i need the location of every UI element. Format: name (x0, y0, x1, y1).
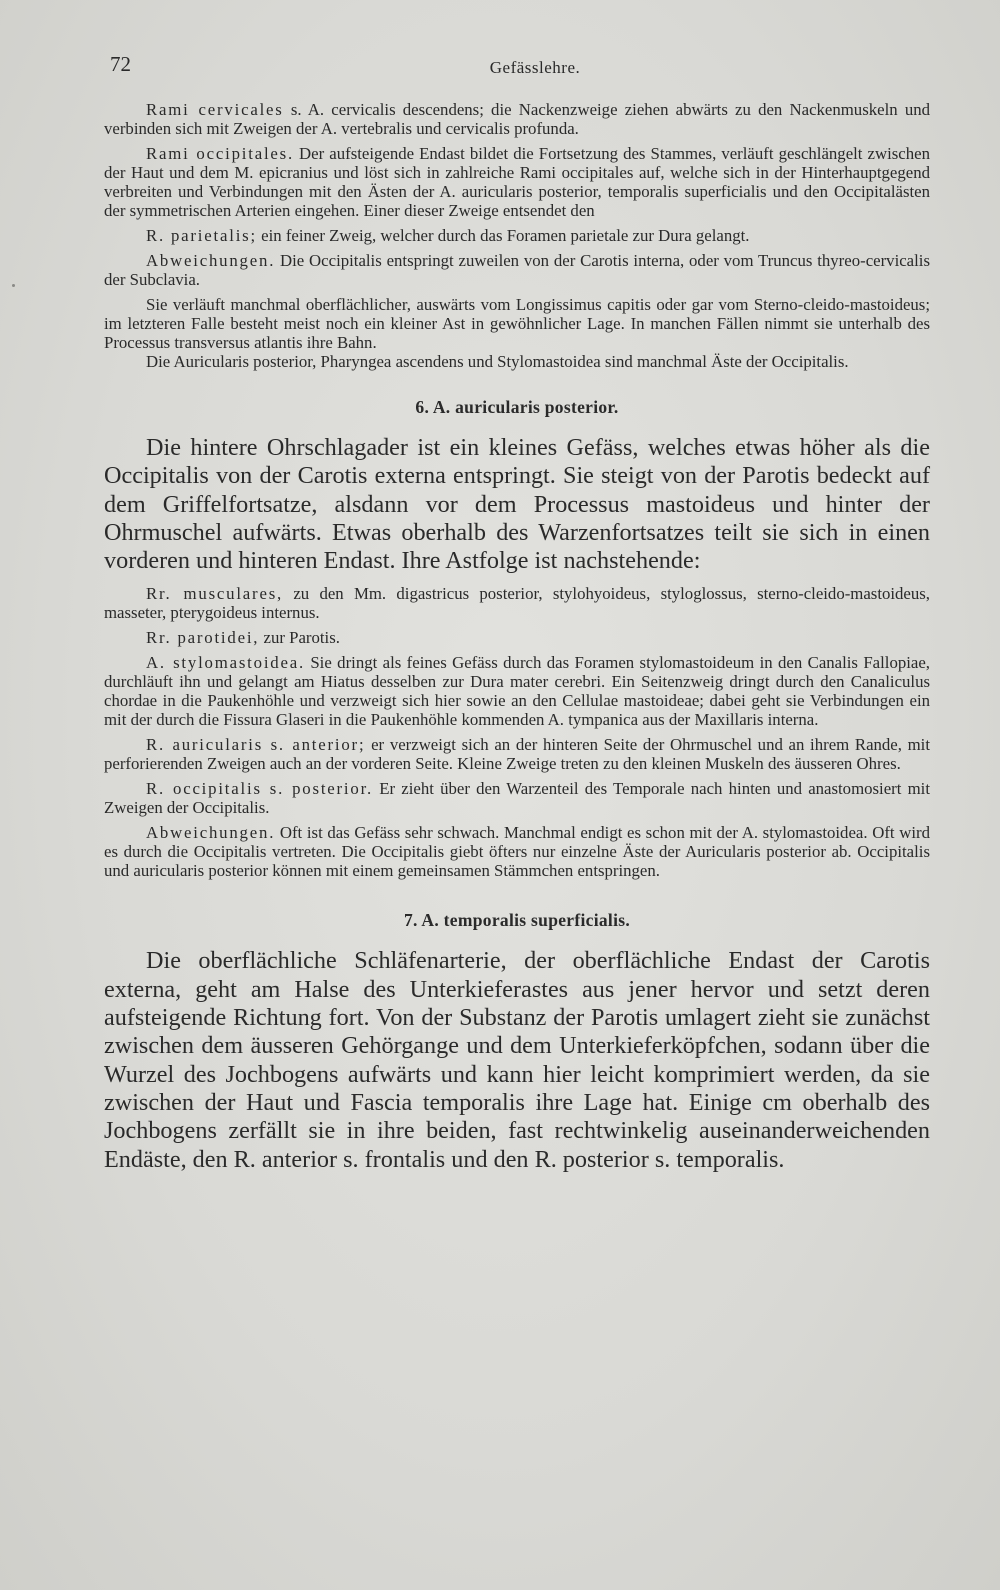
paper-speck (12, 284, 15, 287)
paragraph-text: ein feiner Zweig, welcher durch das Foramen parietale zur Dura gelangt. (256, 226, 750, 245)
paragraph-abweichungen-auricularis (104, 823, 930, 880)
paragraph-text: s. A. cervicalis descendens; die Nackenzweige ziehen abwärts zu den Nackenmuskeln und verbinden sich mit Zweigen der A. vertebralis und cervicalis profunda. (104, 100, 930, 138)
paragraph-text: Oft ist das Gefäss sehr schwach. Manchmal endigt es schon mit der A. stylomastoidea. Oft wird es durch die Occipitalis vertreten. Die Occipitalis giebt öfters nur einzelne Äste der Auricularis posterior ab. Occipitalis und auricularis posterior können mit einem gemeinsamen Stämmchen entspringen. (104, 823, 930, 881)
term-label: R. auricularis s. anterior; (146, 735, 366, 755)
paragraph-r-parietalis (104, 226, 930, 245)
term-label: Rami cervicales (146, 100, 284, 119)
paragraph-text: er verzweigt sich an der hinteren Seite der Ohrmuschel und an ihrem Rande, mit perforierenden Zweigen auch an der vorderen Seite. Kleine Zweige treten zu den kleinen Muskeln des äusseren Ohres. (104, 735, 930, 774)
paragraph-text: Er zieht über den Warzenteil des Temporale nach hinten und anastomosiert mit Zweigen der Occipitalis. (104, 779, 930, 818)
term-label: Rami occipitales. (146, 144, 294, 163)
term-label: A. stylomastoidea. (146, 653, 305, 673)
page-body (104, 100, 930, 1174)
paragraph-rr-musculares (104, 584, 930, 622)
paragraph-abweichungen-occipitalis (104, 251, 930, 289)
paragraph-text: Die Occipitalis entspringt zuweilen von der Carotis interna, oder vom Truncus thyreo-cervicalis der Subclavia. (104, 251, 930, 289)
paragraph-rr-parotidei (104, 628, 930, 647)
section-heading-auricularis-posterior: 6. A. auricularis posterior. (415, 397, 619, 417)
paragraph-text: zur Parotis. (259, 628, 340, 648)
paragraph-r-auricularis (104, 735, 930, 773)
paragraph-text: zu den Mm. digastricus posterior, stylohyoideus, styloglossus, sterno-cleido-mastoideus, masseter, pterygoideus internus. (104, 584, 930, 623)
page-number: 72 (110, 52, 131, 76)
paragraph-text: Sie dringt als feines Gefäss durch das Foramen stylomastoideum in den Canalis Fallopiae, durchläuft ihn und gelangt am Hiatus desselben zur Dura mater cerebri. Ein Seitenzweig dringt durch den Canaliculus chordae in die Paukenhöhle und verzweigt sich hier sowie an den Cellulae mastoideae; dabei geht sie Verbindungen ein mit der durch die Fissura Glaseri in die Paukenhöhle kommenden A. tympanica aus der Maxillaris interna. (104, 653, 930, 730)
paragraph-rami-cervicales (104, 100, 930, 138)
paragraph-verlauf: Sie verläuft manchmal oberflächlicher, auswärts vom Longissimus capitis oder gar vom Sterno-cleido-mastoideus; im letzteren Falle besteht meist noch ein kleiner Ast in gewöhnlicher Lage. In manchen Fällen nimmt sie unterhalb des Processus transversus atlantis ihre Bahn. (104, 295, 930, 352)
paragraph-auricularis-intro: Die hintere Ohrschlagader ist ein kleines Gefäss, welches etwas höher als die Occipitalis von der Carotis externa entspringt. Sie steigt von der Parotis bedeckt auf dem Griffelfortsatze, alsdann vor dem Processus mastoideus und hinter der Ohrmuschel aufwärts. Etwas oberhalb des Warzenfortsatzes teilt sie sich in einen vorderen und hinteren Endast. Ihre Astfolge ist nachstehende: (104, 434, 930, 575)
term-label: Abweichungen. (146, 823, 276, 843)
paragraph-r-occipitalis (104, 779, 930, 817)
paragraph-text: Der aufsteigende Endast bildet die Fortsetzung des Stammes, verläuft geschlängelt zwischen der Haut und dem M. epicranius und löst sich in zahlreiche Rami occipitales auf, welche sich in der Hinterhauptgegend verbreiten und Verbindungen mit den Ästen der A. auricularis posterior, temporalis superficialis und den Occipitalästen der symmetrischen Arterien eingehen. Einer dieser Zweige entsendet den (104, 144, 930, 220)
term-label: R. occipitalis s. posterior. (146, 779, 374, 799)
page-header (110, 52, 930, 82)
term-label: Rr. musculares, (146, 584, 284, 604)
running-title: Gefässlehre. (489, 58, 581, 77)
paragraph-a-stylomastoidea (104, 653, 930, 729)
term-label: Abweichungen. (146, 251, 276, 270)
term-label: Rr. parotidei, (146, 628, 260, 648)
section-heading-temporalis-superficialis: 7. A. temporalis superficialis. (403, 910, 631, 931)
paragraph-aeste: Die Auricularis posterior, Pharyngea ascendens und Stylomastoidea sind manchmal Äste der Occipitalis. (146, 352, 849, 371)
paragraph-temporalis-intro: Die oberflächliche Schläfenarterie, der oberflächliche Endast der Carotis externa, geht am Halse des Unterkieferastes aus jener hervor und setzt deren aufsteigende Richtung fort. Von der Substanz der Parotis umlagert zieht sie zunächst zwischen dem äusseren Gehörgange und dem Unterkieferköpfchen, sodann über die Wurzel des Jochbogens aufwärts und kann hier leicht komprimiert werden, da sie zwischen der Haut und Fascia temporalis ihre Lage hat. Einige cm oberhalb des Jochbogens zerfällt sie in ihre beiden, fast rechtwinkelig auseinanderweichenden Endäste, den R. anterior s. frontalis und den R. posterior s. temporalis. (104, 947, 930, 1173)
paragraph-rami-occipitales (104, 144, 930, 220)
term-label: R. parietalis; (146, 226, 257, 245)
